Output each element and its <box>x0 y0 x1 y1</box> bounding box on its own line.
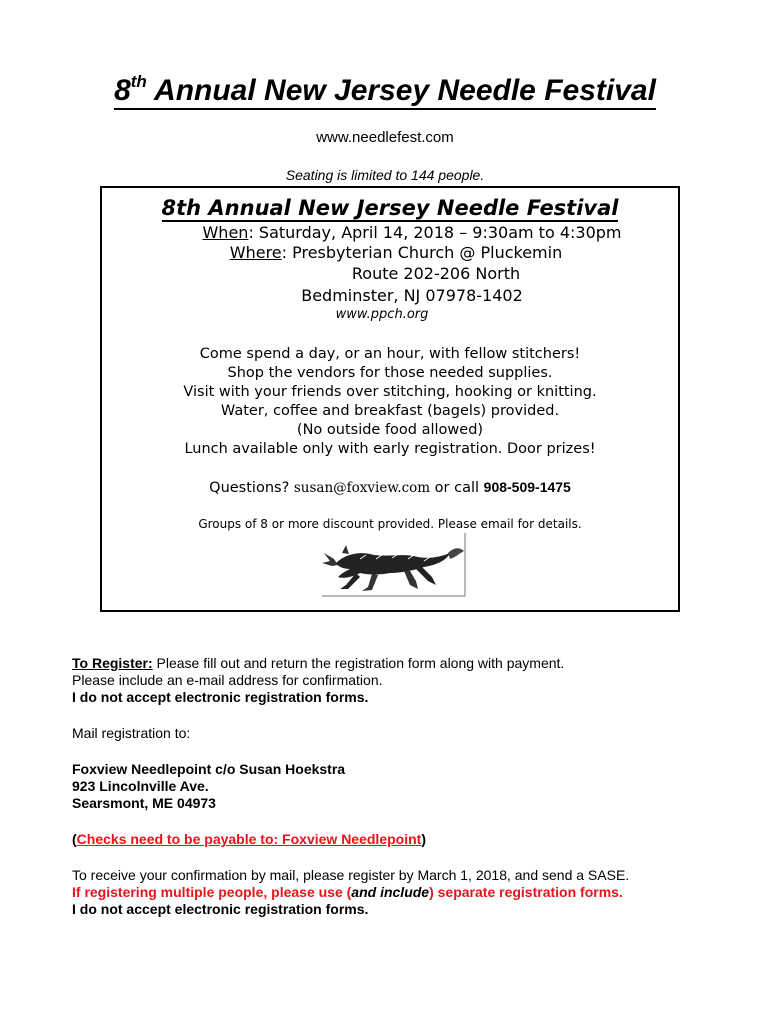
description-line: Lunch available only with early registration. Door prizes! <box>184 441 596 457</box>
confirmation-note: To receive your confirmation by mail, please register by March 1, 2018, and send a SASE. <box>72 867 630 883</box>
description-line: Visit with your friends over stitching, hooking or knitting. <box>183 384 597 400</box>
groups-note: Groups of 8 or more discount provided. Please email for details. <box>198 517 582 531</box>
no-electronic-note: I do not accept electronic registration forms. <box>72 689 369 705</box>
event-when: When: Saturday, April 14, 2018 – 9:30am to 4:30pm <box>202 223 622 242</box>
event-description <box>102 345 678 459</box>
description-line: (No outside food allowed) <box>296 422 484 438</box>
running-fox-icon <box>320 533 466 599</box>
mail-to-label: Mail registration to: <box>72 725 191 741</box>
register-line: To Register: Please fill out and return the registration form along with payment. <box>72 655 565 671</box>
no-electronic-note-2: I do not accept electronic registration forms. <box>72 901 369 917</box>
event-where: Where: Presbyterian Church @ Pluckemin <box>229 243 563 262</box>
flyer-box <box>100 186 680 612</box>
website-link[interactable]: www.needlefest.com <box>316 129 454 146</box>
description-line: Come spend a day, or an hour, with fellow stitchers! <box>199 346 581 362</box>
address-line-1: Route 202-206 North <box>351 264 521 283</box>
description-line: Water, coffee and breakfast (bagels) provided. <box>220 403 560 419</box>
address-line-2: Bedminster, NJ 07978-1402 <box>301 286 523 305</box>
mail-name: Foxview Needlepoint c/o Susan Hoekstra <box>72 761 346 777</box>
church-website[interactable]: www.ppch.org <box>335 307 429 322</box>
seating-note: Seating is limited to 144 people. <box>285 167 485 183</box>
multiple-people-note: If registering multiple people, please use (and include) separate registration forms. <box>72 884 623 900</box>
description-line: Shop the vendors for those needed supplies. <box>227 365 553 381</box>
email-note: Please include an e-mail address for confirmation. <box>72 672 383 688</box>
flyer-title: 8th Annual New Jersey Needle Festival <box>161 196 619 220</box>
checks-payable-note: (Checks need to be payable to: Foxview Needlepoint) <box>72 831 426 847</box>
mail-city: Searsmont, ME 04973 <box>72 795 216 811</box>
contact-email[interactable]: susan@foxview.com <box>293 480 431 496</box>
page-title: 8th Annual New Jersey Needle Festival <box>0 74 770 108</box>
contact-phone: 908-509-1475 <box>483 479 571 495</box>
registration-instructions <box>72 655 712 918</box>
mail-street: 923 Lincolnville Ave. <box>72 778 209 794</box>
questions-line: Questions? susan@foxview.com or call 908-509-1475 <box>209 479 571 496</box>
